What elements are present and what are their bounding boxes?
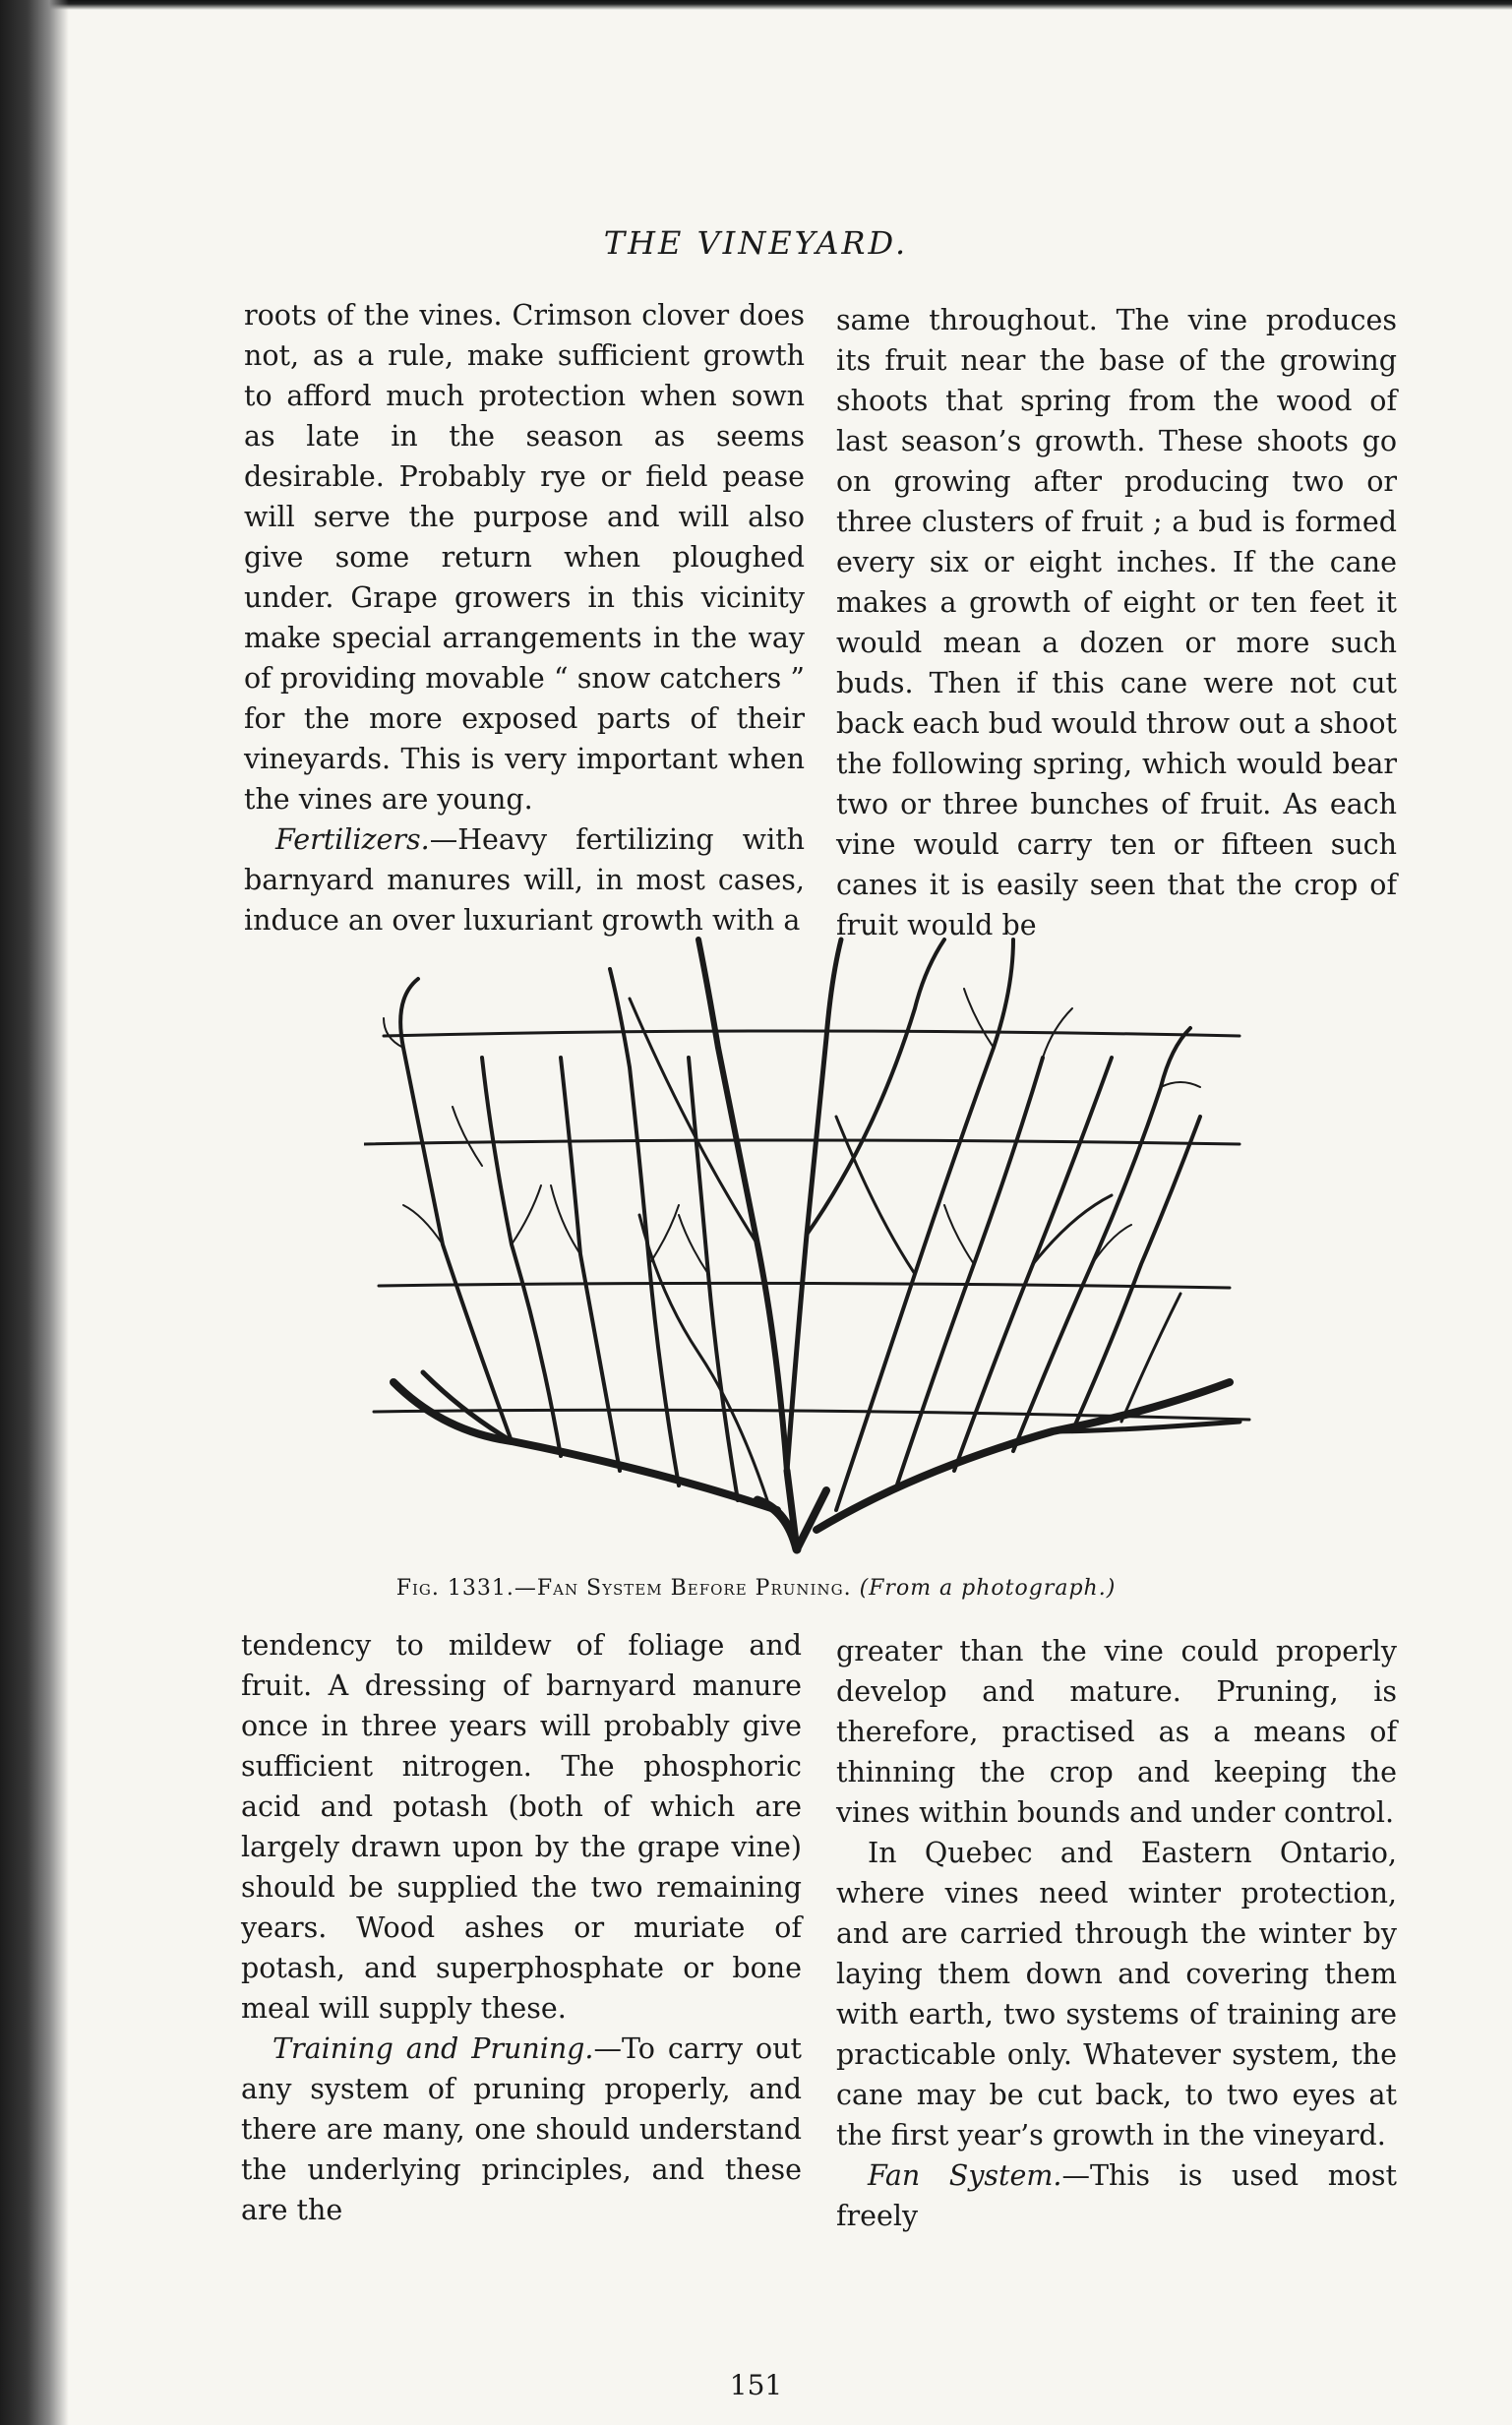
paragraph-lead: Fan System. [868, 2159, 1062, 2192]
scan-edge-top [0, 0, 1512, 10]
paragraph-lead: Training and Pruning. [272, 2032, 594, 2065]
paragraph: tendency to mildew of foliage and fruit. A dressing of barnyard manure once in three years will probably give sufficient nitrogen. The phosphoric acid and potash (both of which are largely drawn upon by the grape vine) should be supplied the two remaining years. Wood ashes or muriate of potash, and superphosphate or bone meal will supply these. [241, 1629, 802, 2025]
paragraph: same throughout. The vine produces its fruit near the base of the growing shoots that spring from the wood of last season’s growth. These shoots go on growing after producing two or three clusters of fruit ; a bud is formed every six or eight inches. If the cane makes a growth of eight or ten feet it would mean a dozen or more such buds. Then if this cane were not cut back each bud would throw out a shoot the following spring, which would bear two or three bunches of fruit. As each vine would carry ten or fifteen such canes it is easily seen that the crop of fruit would be [836, 304, 1397, 941]
figure-caption [0, 1576, 1512, 1601]
paragraph-body: —This is used most freely [836, 2159, 1397, 2232]
column-top-left [244, 295, 805, 940]
vine-drawing [364, 920, 1269, 1569]
paragraph-body: —To carry out any system of pruning properly, and there are many, one should understand the underlying principles, and these are the [241, 2032, 802, 2226]
paragraph-lead: Fertilizers. [275, 823, 430, 856]
paragraph: greater than the vine could properly develop and mature. Pruning, is therefore, practised as a means of thinning the crop and keeping the vines within bounds and under control. [836, 1635, 1397, 1829]
paragraph-body: —Heavy fertilizing with barnyard manures will, in most cases, induce an over luxuriant growth with a [244, 823, 805, 937]
paragraph: roots of the vines. Crimson clover does not, as a rule, make sufficient growth to afford much protection when sown as late in the season as seems desirable. Probably rye or field pease will serve the purpose and will also give some return when ploughed under. Grape growers in this vicinity make special arrangements in the way of providing movable “ snow catchers ” for the more exposed parts of their vineyards. This is very important when the vines are young. [244, 299, 805, 816]
fan-system-illustration [364, 920, 1269, 1569]
column-top-right [836, 300, 1397, 945]
paragraph-training [241, 2029, 802, 2230]
caption-title: —Fan System Before Pruning. [514, 1576, 852, 1601]
page-number: 151 [729, 2369, 783, 2401]
column-bottom-left [241, 1625, 802, 2230]
paragraph-fan-system [836, 2155, 1397, 2236]
running-header: THE VINEYARD. [603, 224, 909, 262]
scan-edge-left [0, 0, 69, 2425]
column-bottom-right [836, 1631, 1397, 2236]
caption-label: Fig. 1331. [395, 1576, 514, 1601]
caption-note: (From a photograph.) [859, 1576, 1117, 1601]
paragraph: In Quebec and Eastern Ontario, where vines need winter protection, and are carried through the winter by laying them down and covering them with earth, two systems of training are practicable only. Whatever system, the cane may be cut back, to two eyes at the first year’s growth in the vineyard. [836, 1837, 1397, 2152]
